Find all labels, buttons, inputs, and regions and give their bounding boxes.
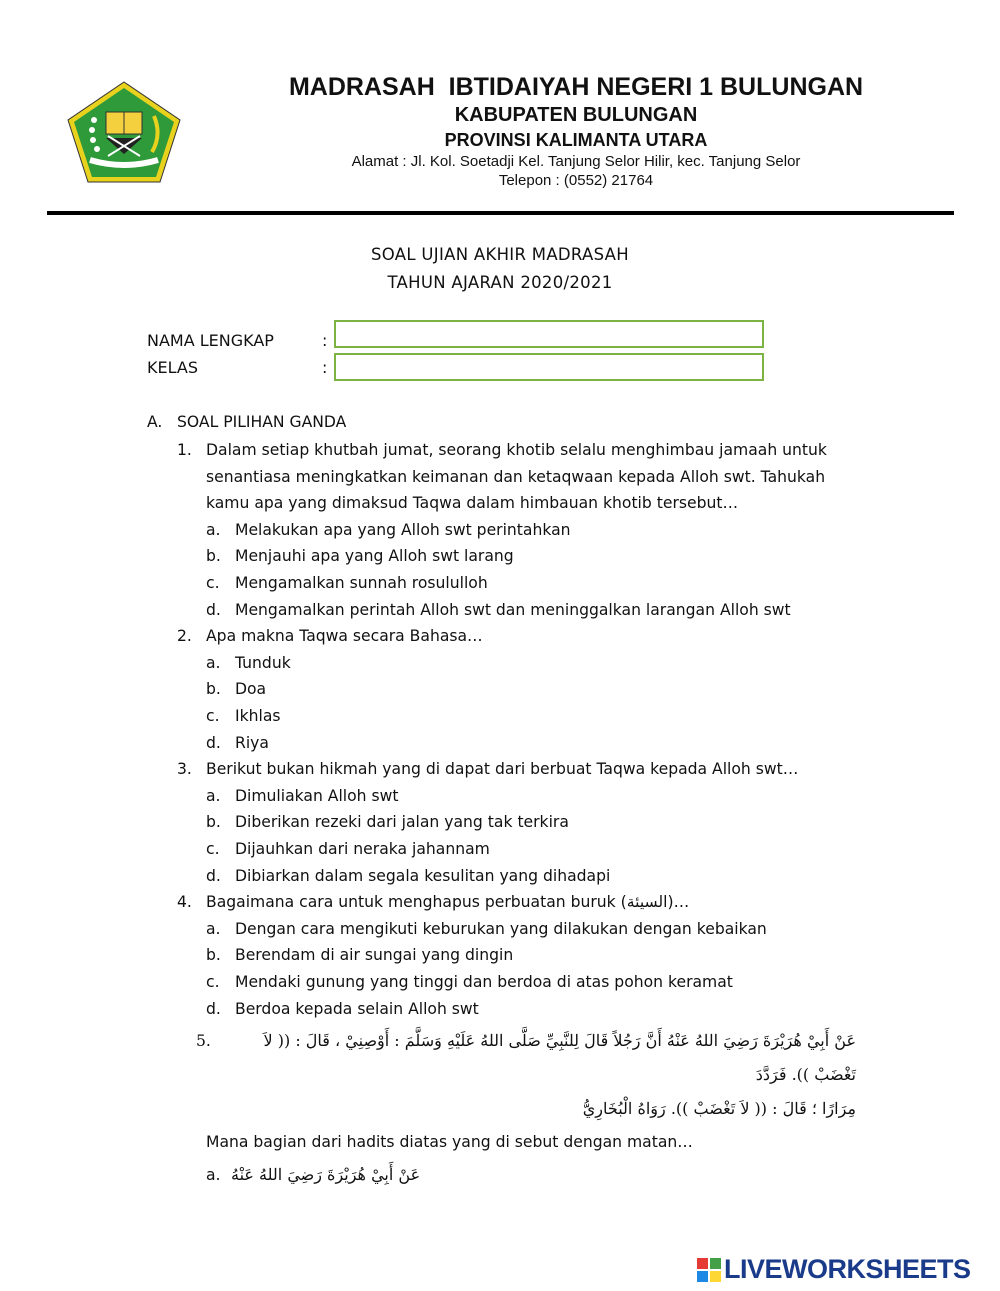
school-name: MADRASAH IBTIDAIYAH NEGERI 1 BULUNGAN: [288, 73, 864, 101]
option-text[interactable]: Melakukan apa yang Alloh swt perintahkan: [235, 520, 571, 539]
exam-year: TAHUN AJARAN 2020/2021: [387, 273, 613, 292]
question-text: Bagaimana cara untuk menghapus perbuatan buruk (السيئة)…: [206, 893, 690, 912]
question-text: kamu apa yang dimaksud Taqwa dalam himbauan khotib tersebut…: [206, 494, 739, 513]
question-number: 1.: [177, 441, 192, 459]
option-text[interactable]: Dijauhkan dari neraka jahannam: [235, 840, 490, 858]
option-text[interactable]: Riya: [235, 733, 269, 752]
q5-number: 5.: [196, 1032, 211, 1050]
option-letter: c.: [206, 840, 220, 858]
question-text: Berikut bukan hikmah yang di dapat dari berbuat Taqwa kepada Alloh swt…: [206, 760, 799, 779]
option-letter: d.: [206, 999, 221, 1018]
option-text[interactable]: Tunduk: [235, 653, 291, 672]
section-label: A.: [147, 413, 163, 431]
name-input[interactable]: [334, 320, 764, 348]
class-label: KELAS: [147, 358, 198, 377]
q5-option-a-label: a.: [206, 1166, 221, 1184]
liveworksheets-text: LIVEWORKSHEETS: [724, 1254, 971, 1284]
option-letter: d.: [206, 866, 221, 885]
question-text: Apa makna Taqwa secara Bahasa…: [206, 627, 483, 646]
option-text[interactable]: Doa: [235, 680, 267, 699]
option-text[interactable]: Mengamalkan perintah Alloh swt dan meninggalkan larangan Alloh swt: [235, 600, 791, 619]
question-5: [196, 1024, 856, 1190]
q5-arabic-line1: عَنْ أَبِيْ هُرَيْرَةَ رَضِيَ اللهُ عَنْهُ أَنَّ رَجُلاً قَالَ لِلنَّبِيِّ صَلَّى اللهُ عَلَيْهِ وَسَلَّمَ : أَوْصِنِيْ ، قَالَ : (( لاَ تَغْضَبْ )). فَرَدَّدَ: [263, 1031, 856, 1084]
option-letter: b.: [206, 946, 221, 965]
section-title: SOAL PILIHAN GANDA: [177, 413, 347, 431]
colon: :: [322, 358, 328, 377]
option-text[interactable]: Mengamalkan sunnah rosululloh: [235, 574, 488, 592]
q5-option-a-arabic[interactable]: عَنْ أَبِيْ هُرَيْرَةَ رَضِيَ اللهُ عَنْهُ: [231, 1165, 421, 1184]
option-letter: b.: [206, 547, 221, 566]
option-letter: a.: [206, 520, 221, 539]
option-text[interactable]: Menjauhi apa yang Alloh swt larang: [235, 547, 514, 566]
question-text: Dalam setiap khutbah jumat, seorang khotib selalu menghimbau jamaah untuk: [206, 441, 827, 459]
question-number: 3.: [177, 760, 192, 779]
option-text[interactable]: Dengan cara mengikuti keburukan yang dilakukan dengan kebaikan: [235, 919, 767, 938]
option-text[interactable]: Mendaki gunung yang tinggi dan berdoa di atas pohon keramat: [235, 973, 733, 991]
address: Alamat : Jl. Kol. Soetadji Kel. Tanjung Selor Hilir, kec. Tanjung Selor: [351, 153, 801, 170]
option-letter: b.: [206, 680, 221, 699]
q5-option-a[interactable]: [206, 1160, 856, 1190]
q5-arabic-line2: مِرَارًا ؛ قَالَ : (( لاَ تَغْضَبْ )). رَوَاهُ الْبُخَارِيُّ: [582, 1099, 856, 1118]
phone: Telepon : (0552) 21764: [498, 172, 654, 189]
option-letter: a.: [206, 786, 221, 805]
option-letter: d.: [206, 733, 221, 752]
option-letter: c.: [206, 707, 220, 725]
option-text[interactable]: Dibiarkan dalam segala kesulitan yang dihadapi: [235, 866, 611, 885]
regency: KABUPATEN BULUNGAN: [454, 104, 698, 126]
option-text[interactable]: Diberikan rezeki dari jalan yang tak terkira: [235, 813, 569, 832]
exam-title: SOAL UJIAN AKHIR MADRASAH: [371, 245, 629, 264]
question-text: senantiasa meningkatkan keimanan dan ketaqwaan kepada Alloh swt. Tahukah: [206, 467, 826, 486]
header-divider: [47, 211, 954, 215]
class-input[interactable]: [334, 353, 764, 381]
option-text[interactable]: Ikhlas: [235, 707, 281, 725]
option-text[interactable]: Berendam di air sungai yang dingin: [235, 946, 514, 965]
q5-question: Mana bagian dari hadits diatas yang di sebut dengan matan…: [206, 1133, 693, 1151]
option-letter: c.: [206, 973, 220, 991]
liveworksheets-icon: [697, 1258, 721, 1282]
province: PROVINSI KALIMANTA UTARA: [444, 130, 708, 150]
option-letter: a.: [206, 653, 221, 672]
name-label: NAMA LENGKAP: [147, 331, 274, 350]
option-letter: b.: [206, 813, 221, 832]
colon: :: [322, 331, 328, 350]
option-letter: d.: [206, 600, 221, 619]
option-letter: a.: [206, 919, 221, 938]
liveworksheets-logo: [697, 1254, 971, 1285]
question-number: 2.: [177, 627, 192, 646]
question-number: 4.: [177, 893, 192, 912]
option-text[interactable]: Dimuliakan Alloh swt: [235, 786, 399, 805]
option-text[interactable]: Berdoa kepada selain Alloh swt: [235, 999, 479, 1018]
option-letter: c.: [206, 574, 220, 592]
